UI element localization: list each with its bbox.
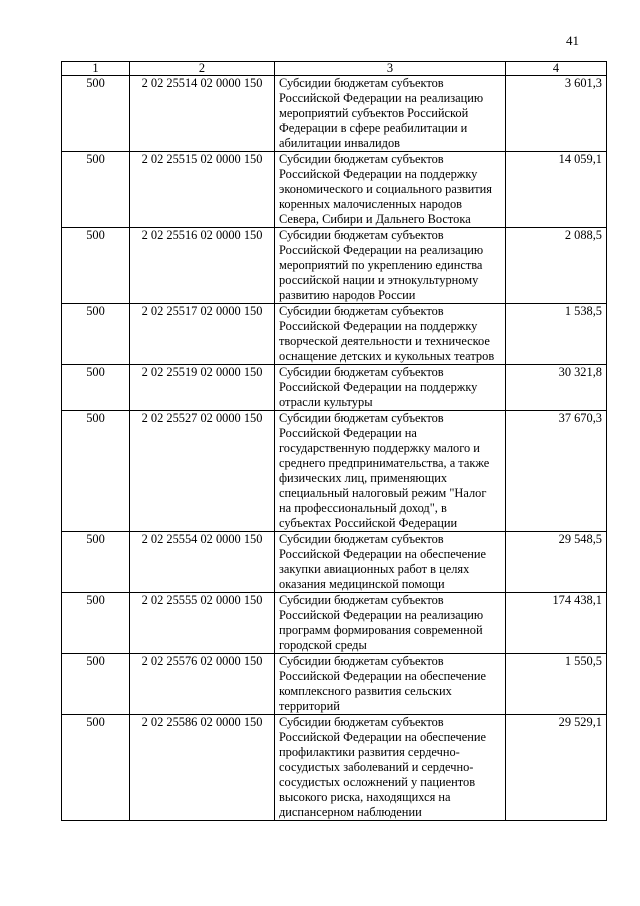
admin-code-cell: 500 (62, 654, 130, 715)
amount-cell: 37 670,3 (506, 411, 607, 532)
admin-code-cell: 500 (62, 228, 130, 304)
budget-code-cell: 2 02 25519 02 0000 150 (130, 365, 275, 411)
table-row (62, 593, 607, 654)
admin-code-cell: 500 (62, 365, 130, 411)
income-name-cell: Субсидии бюджетам субъектов Российской Федерации на реализацию мероприятий по укреплению единства российской нации и этнокультурному развитию народов России (275, 228, 506, 304)
income-name-cell: Субсидии бюджетам субъектов Российской Федерации на поддержку отрасли культуры (275, 365, 506, 411)
budget-code-cell: 2 02 25527 02 0000 150 (130, 411, 275, 532)
table-row (62, 532, 607, 593)
table-row (62, 304, 607, 365)
header-col-1: 1 (62, 62, 130, 76)
table-row (62, 365, 607, 411)
amount-cell: 2 088,5 (506, 228, 607, 304)
page-number: 41 (566, 33, 579, 48)
income-name-cell: Субсидии бюджетам субъектов Российской Федерации на поддержку творческой деятельности и техническое оснащение детских и кукольных театров (275, 304, 506, 365)
budget-code-cell: 2 02 25576 02 0000 150 (130, 654, 275, 715)
amount-cell: 29 548,5 (506, 532, 607, 593)
table-row (62, 654, 607, 715)
amount-cell: 29 529,1 (506, 715, 607, 821)
admin-code-cell: 500 (62, 411, 130, 532)
admin-code-cell: 500 (62, 715, 130, 821)
table-header (62, 62, 607, 76)
budget-code-cell: 2 02 25517 02 0000 150 (130, 304, 275, 365)
amount-cell: 1 538,5 (506, 304, 607, 365)
table-body (62, 76, 607, 821)
income-name-cell: Субсидии бюджетам субъектов Российской Федерации на поддержку экономического и социального развития коренных малочисленных народов Севера, Сибири и Дальнего Востока (275, 152, 506, 228)
admin-code-cell: 500 (62, 532, 130, 593)
admin-code-cell: 500 (62, 76, 130, 152)
income-name-cell: Субсидии бюджетам субъектов Российской Федерации на государственную поддержку малого и среднего предпринимательства, а также физических лиц, применяющих специальный налоговый режим "Налог на профессиональный доход", в субъектах Российской Федерации (275, 411, 506, 532)
table-row (62, 76, 607, 152)
table-row (62, 152, 607, 228)
header-col-3: 3 (275, 62, 506, 76)
budget-code-cell: 2 02 25555 02 0000 150 (130, 593, 275, 654)
table-row (62, 411, 607, 532)
table-row (62, 228, 607, 304)
budget-table (61, 61, 607, 821)
budget-code-cell: 2 02 25586 02 0000 150 (130, 715, 275, 821)
income-name-cell: Субсидии бюджетам субъектов Российской Федерации на реализацию программ формирования современной городской среды (275, 593, 506, 654)
header-row (62, 62, 607, 76)
budget-code-cell: 2 02 25515 02 0000 150 (130, 152, 275, 228)
amount-cell: 174 438,1 (506, 593, 607, 654)
income-name-cell: Субсидии бюджетам субъектов Российской Федерации на реализацию мероприятий субъектов Российской Федерации в сфере реабилитации и абилитации инвалидов (275, 76, 506, 152)
amount-cell: 30 321,8 (506, 365, 607, 411)
income-name-cell: Субсидии бюджетам субъектов Российской Федерации на обеспечение профилактики развития сердечно-сосудистых заболеваний и сердечно-сосудистых осложнений у пациентов высокого риска, находящихся на диспансерном наблюдении (275, 715, 506, 821)
budget-code-cell: 2 02 25554 02 0000 150 (130, 532, 275, 593)
header-col-4: 4 (506, 62, 607, 76)
amount-cell: 3 601,3 (506, 76, 607, 152)
admin-code-cell: 500 (62, 593, 130, 654)
header-col-2: 2 (130, 62, 275, 76)
budget-code-cell: 2 02 25516 02 0000 150 (130, 228, 275, 304)
income-name-cell: Субсидии бюджетам субъектов Российской Федерации на обеспечение закупки авиационных работ в целях оказания медицинской помощи (275, 532, 506, 593)
income-name-cell: Субсидии бюджетам субъектов Российской Федерации на обеспечение комплексного развития сельских территорий (275, 654, 506, 715)
admin-code-cell: 500 (62, 304, 130, 365)
table-row (62, 715, 607, 821)
budget-code-cell: 2 02 25514 02 0000 150 (130, 76, 275, 152)
admin-code-cell: 500 (62, 152, 130, 228)
amount-cell: 14 059,1 (506, 152, 607, 228)
amount-cell: 1 550,5 (506, 654, 607, 715)
